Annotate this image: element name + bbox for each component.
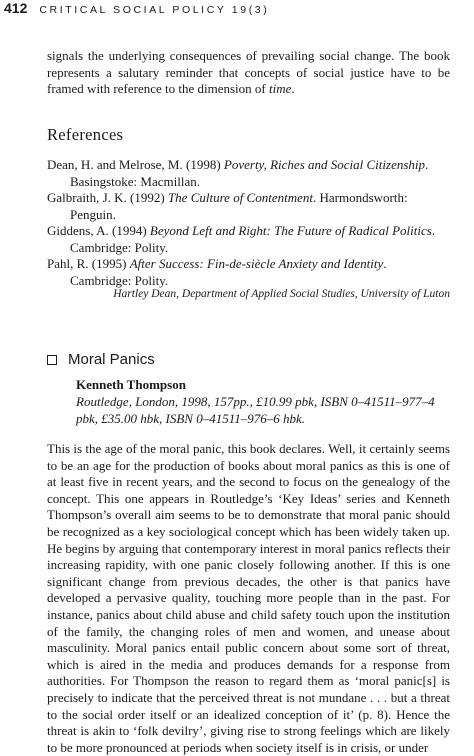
reference-item (47, 157, 450, 190)
reference-author: Dean, H. and Melrose, M. (1998) (47, 157, 224, 172)
reference-author: Galbraith, J. K. (1992) (47, 190, 168, 205)
reference-item (47, 256, 450, 289)
book-author: Kenneth Thompson (76, 377, 186, 392)
intro-emphasis: time (269, 81, 292, 96)
reference-author: Pahl, R. (1995) (47, 256, 130, 271)
reviewer-attribution: Hartley Dean, Department of Applied Social Studies, University of Luton (113, 288, 450, 300)
reference-publisher: . Basingstoke: Macmillan. (70, 157, 429, 189)
running-head (0, 0, 269, 17)
journal-title: CRITICAL SOCIAL POLICY 19(3) (39, 4, 270, 16)
reference-publisher: . Cambridge: Polity. (70, 256, 387, 288)
reference-publisher: . Harmondsworth: Penguin. (70, 190, 408, 222)
review-body: This is the age of the moral panic, this book declares. Well, it certainly seems to be an age for the production of books about moral panics as this is one of at least five in recent years, and the second to focus on the genealogy of the concept. This one appears in Routledge’s ‘Key Ideas’ series and Kenneth Thompson’s overall aim seems to be to demonstrate that moral panic should be recognized as a key sociological concept which has been widely taken up. He begins by arguing that contemporary interest in moral panics reflects their increasing rapidity, with one panic closely following another. If this is one significant change from previous decades, the other is that panics have developed a pervasive quality, touching more people than in the past. For instance, panics about child abuse and child safety touch upon the institution of the family, the changing roles of men and women, and unease about masculinity. Moral panics entail public concern about some sort of threat, which is aired in the media and produces demands for a response from authorities. For Thompson the reason to regard them as ‘moral panic[s] is precisely to indicate that the perceived threat is not mundane . . . but a threat to the social order itself or an idealized conception of it’ (p. 8). Hence the threat is akin to ‘folk devilry’, giving rise to strong feelings which are likely to be more pronounced at periods when society itself is in crisis, or under (47, 441, 450, 755)
reference-title: After Success: Fin-de-siècle Anxiety and Identity (129, 256, 384, 271)
reference-item (47, 223, 450, 256)
intro-text: signals the underlying consequences of prevailing social change. The book represents a salutary reminder that concepts of social justice have to be framed with reference to the dimension of (47, 48, 450, 96)
reference-title: Beyond Left and Right: The Future of Radical Politics (149, 223, 432, 238)
review-section-heading (47, 351, 155, 368)
reference-author: Giddens, A. (1994) (47, 223, 150, 238)
reference-item (47, 190, 450, 223)
reference-publisher: . Cambridge: Polity. (70, 223, 436, 255)
book-details: Routledge, London, 1998, 157pp., £10.99 pbk, ISBN 0–41511–977–4 pbk, £35.00 hbk, ISBN 0–41511–976–6 hbk. (76, 394, 435, 426)
reference-title: The Culture of Contentment (167, 190, 313, 205)
references-list (47, 157, 450, 289)
review-section-title: Moral Panics (68, 351, 155, 368)
references-heading: References (47, 125, 124, 144)
square-bullet-icon (47, 355, 57, 365)
page-number: 412 (4, 0, 28, 16)
reference-title: Poverty, Riches and Social Citizenship (223, 157, 426, 172)
intro-end: . (291, 81, 295, 96)
intro-paragraph (47, 48, 450, 98)
